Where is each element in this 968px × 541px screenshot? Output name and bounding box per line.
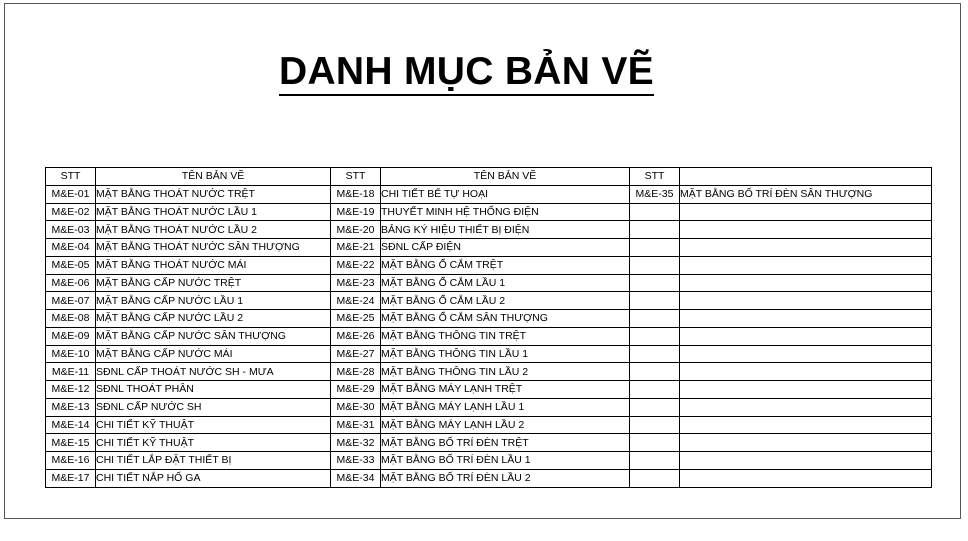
drawing-title-cell: [680, 452, 932, 470]
drawing-title-cell: MẶT BẰNG MÁY LẠNH LẦU 2: [381, 416, 630, 434]
drawing-title-cell: CHI TIẾT KỸ THUẬT: [96, 434, 331, 452]
drawing-number-cell: M&E-05: [46, 256, 96, 274]
drawing-title-cell: SĐNL CẤP NƯỚC SH: [96, 398, 331, 416]
drawing-number-cell: M&E-25: [331, 310, 381, 328]
drawing-number-cell: [630, 452, 680, 470]
drawing-title-cell: [680, 221, 932, 239]
table-row: [46, 239, 932, 257]
drawing-number-cell: M&E-19: [331, 203, 381, 221]
drawing-number-cell: M&E-17: [46, 469, 96, 487]
drawing-number-cell: M&E-34: [331, 469, 381, 487]
drawing-title-cell: MẶT BẰNG CẤP NƯỚC LẦU 1: [96, 292, 331, 310]
drawing-title-cell: THUYẾT MINH HỆ THỐNG ĐIỆN: [381, 203, 630, 221]
drawing-number-cell: M&E-28: [331, 363, 381, 381]
table-row: [46, 381, 932, 399]
drawing-number-cell: M&E-21: [331, 239, 381, 257]
drawing-title-cell: MẶT BẰNG MÁY LẠNH TRỆT: [381, 381, 630, 399]
drawing-title-cell: MẶT BẰNG THOÁT NƯỚC TRỆT: [96, 185, 331, 203]
drawing-number-cell: M&E-07: [46, 292, 96, 310]
drawing-number-cell: M&E-14: [46, 416, 96, 434]
drawing-number-cell: M&E-24: [331, 292, 381, 310]
drawing-number-cell: [630, 203, 680, 221]
table-row: [46, 434, 932, 452]
drawing-title-cell: MẶT BẰNG BỐ TRÍ ĐÈN SÂN THƯỢNG: [680, 185, 932, 203]
drawing-title-cell: CHI TIẾT LẮP ĐẶT THIẾT BỊ: [96, 452, 331, 470]
drawing-list-table: [45, 167, 932, 488]
drawing-title-cell: [680, 363, 932, 381]
drawing-number-cell: M&E-29: [331, 381, 381, 399]
drawing-title-cell: MẶT BẰNG CẤP NƯỚC LẦU 2: [96, 310, 331, 328]
drawing-number-cell: M&E-18: [331, 185, 381, 203]
drawing-number-cell: M&E-03: [46, 221, 96, 239]
drawing-title-cell: MẶT BẰNG BỐ TRÍ ĐÈN LẦU 1: [381, 452, 630, 470]
drawing-number-cell: M&E-06: [46, 274, 96, 292]
drawing-title-cell: MẶT BẰNG Ổ CẮM LẦU 2: [381, 292, 630, 310]
page-title: DANH MỤC BẢN VẼ: [279, 52, 654, 96]
drawing-title-cell: MẶT BẰNG THOÁT NƯỚC LẦU 2: [96, 221, 331, 239]
table-body: [46, 168, 932, 488]
table-header-row: [46, 168, 932, 186]
drawing-title-cell: [680, 292, 932, 310]
drawing-number-cell: [630, 292, 680, 310]
drawing-number-cell: M&E-02: [46, 203, 96, 221]
drawing-number-cell: M&E-16: [46, 452, 96, 470]
drawing-title-cell: MẶT BẰNG THÔNG TIN LẦU 2: [381, 363, 630, 381]
header-stt: STT: [630, 168, 680, 186]
table-row: [46, 363, 932, 381]
drawing-title-cell: CHI TIẾT KỸ THUẬT: [96, 416, 331, 434]
table-row: [46, 310, 932, 328]
drawing-title-cell: MẶT BẰNG THOÁT NƯỚC SÂN THƯỢNG: [96, 239, 331, 257]
drawing-title-cell: MẶT BẰNG CẤP NƯỚC SÂN THƯỢNG: [96, 327, 331, 345]
drawing-number-cell: M&E-27: [331, 345, 381, 363]
drawing-title-cell: MẶT BẰNG Ổ CẮM SÂN THƯỢNG: [381, 310, 630, 328]
drawing-number-cell: [630, 363, 680, 381]
drawing-number-cell: [630, 310, 680, 328]
drawing-title-cell: [680, 345, 932, 363]
drawing-title-cell: MẶT BẰNG BỐ TRÍ ĐÈN LẦU 2: [381, 469, 630, 487]
drawing-title-cell: [680, 310, 932, 328]
drawing-number-cell: M&E-23: [331, 274, 381, 292]
drawing-title-cell: CHI TIẾT NẮP HỐ GA: [96, 469, 331, 487]
table-row: [46, 327, 932, 345]
drawing-title-cell: [680, 327, 932, 345]
header-stt: STT: [331, 168, 381, 186]
table-row: [46, 274, 932, 292]
table-row: [46, 256, 932, 274]
drawing-title-cell: MẶT BẰNG THOÁT NƯỚC LẦU 1: [96, 203, 331, 221]
drawing-title-cell: [680, 381, 932, 399]
drawing-number-cell: M&E-12: [46, 381, 96, 399]
drawing-title-cell: MẶT BẰNG THÔNG TIN LẦU 1: [381, 345, 630, 363]
drawing-number-cell: M&E-09: [46, 327, 96, 345]
drawing-number-cell: [630, 416, 680, 434]
drawing-number-cell: M&E-15: [46, 434, 96, 452]
drawing-number-cell: M&E-11: [46, 363, 96, 381]
drawing-title-cell: SĐNL THOÁT PHÂN: [96, 381, 331, 399]
drawing-title-cell: BẢNG KÝ HIỆU THIẾT BỊ ĐIỆN: [381, 221, 630, 239]
drawing-number-cell: M&E-32: [331, 434, 381, 452]
drawing-title-cell: MẶT BẰNG CẤP NƯỚC TRỆT: [96, 274, 331, 292]
table-row: [46, 416, 932, 434]
drawing-title-cell: [680, 398, 932, 416]
table-row: [46, 452, 932, 470]
drawing-number-cell: M&E-01: [46, 185, 96, 203]
drawing-number-cell: M&E-08: [46, 310, 96, 328]
drawing-title-cell: MẶT BẰNG Ổ CẮM TRỆT: [381, 256, 630, 274]
drawing-number-cell: M&E-13: [46, 398, 96, 416]
table-row: [46, 345, 932, 363]
drawing-title-cell: [680, 203, 932, 221]
drawing-number-cell: M&E-10: [46, 345, 96, 363]
table-row: [46, 398, 932, 416]
drawing-title-cell: [680, 274, 932, 292]
drawing-number-cell: [630, 345, 680, 363]
drawing-title-cell: [680, 434, 932, 452]
drawing-number-cell: M&E-35: [630, 185, 680, 203]
drawing-title-cell: SĐNL CẤP ĐIỆN: [381, 239, 630, 257]
drawing-number-cell: [630, 327, 680, 345]
drawing-title-cell: SĐNL CẤP THOÁT NƯỚC SH - MƯA: [96, 363, 331, 381]
drawing-number-cell: M&E-26: [331, 327, 381, 345]
header-stt: STT: [46, 168, 96, 186]
table-row: [46, 292, 932, 310]
drawing-number-cell: [630, 256, 680, 274]
drawing-title-cell: [680, 416, 932, 434]
table-row: [46, 221, 932, 239]
drawing-number-cell: [630, 274, 680, 292]
drawing-title-cell: MẶT BẰNG THOÁT NƯỚC MÁI: [96, 256, 331, 274]
drawing-number-cell: M&E-22: [331, 256, 381, 274]
table-row: [46, 203, 932, 221]
drawing-title-cell: MẶT BẰNG MÁY LẠNH LẦU 1: [381, 398, 630, 416]
drawing-number-cell: M&E-20: [331, 221, 381, 239]
drawing-number-cell: [630, 221, 680, 239]
drawing-title-cell: [680, 239, 932, 257]
drawing-number-cell: [630, 381, 680, 399]
drawing-number-cell: [630, 469, 680, 487]
header-ten-ban-ve: TÊN BẢN VẼ: [381, 168, 630, 186]
drawing-title-cell: MẶT BẰNG Ổ CẮM LẦU 1: [381, 274, 630, 292]
drawing-number-cell: [630, 239, 680, 257]
drawing-number-cell: M&E-31: [331, 416, 381, 434]
table-row: [46, 469, 932, 487]
header-ten-ban-ve: [680, 168, 932, 186]
drawing-title-cell: [680, 469, 932, 487]
table-row: [46, 185, 932, 203]
drawing-number-cell: M&E-30: [331, 398, 381, 416]
drawing-number-cell: M&E-04: [46, 239, 96, 257]
drawing-title-cell: CHI TIẾT BỂ TỰ HOẠI: [381, 185, 630, 203]
drawing-title-cell: MẶT BẰNG THÔNG TIN TRỆT: [381, 327, 630, 345]
header-ten-ban-ve: TÊN BẢN VẼ: [96, 168, 331, 186]
drawing-title-cell: MẶT BẰNG CẤP NƯỚC MÁI: [96, 345, 331, 363]
drawing-number-cell: [630, 398, 680, 416]
drawing-title-cell: [680, 256, 932, 274]
drawing-title-cell: MẶT BẰNG BỐ TRÍ ĐÈN TRỆT: [381, 434, 630, 452]
drawing-number-cell: M&E-33: [331, 452, 381, 470]
drawing-number-cell: [630, 434, 680, 452]
